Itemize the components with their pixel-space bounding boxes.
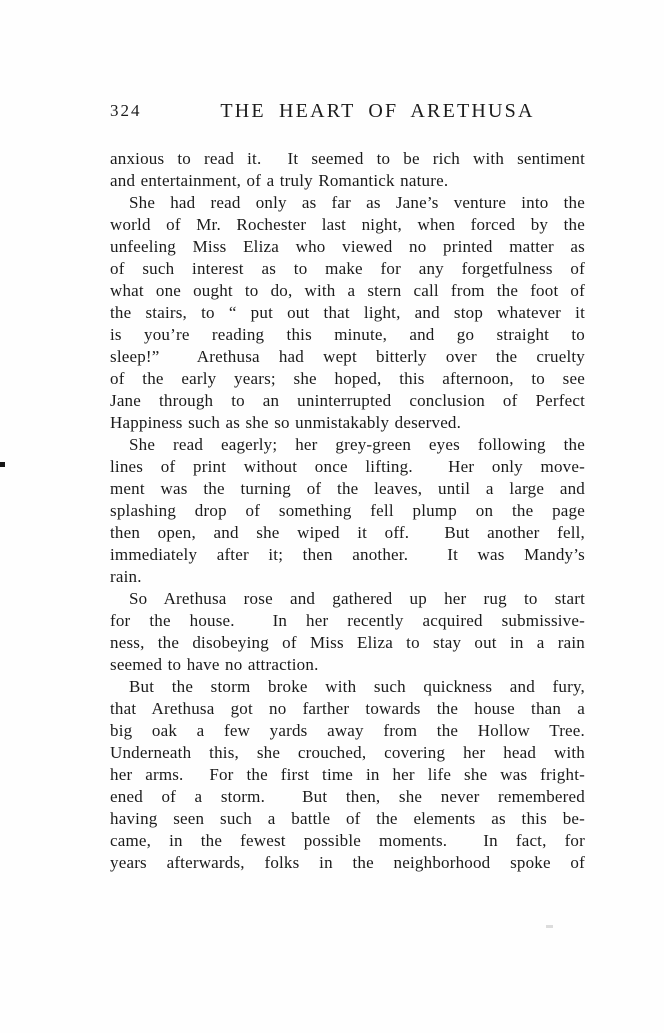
paragraph — [110, 148, 585, 192]
text-line: immediately after it; then another. It was Mandy’s — [110, 545, 585, 564]
text-line: of the early years; she hoped, this afternoon, to see — [110, 369, 585, 388]
page-header — [110, 100, 585, 122]
text-line: came, in the fewest possible moments. In fact, for — [110, 831, 585, 850]
scan-speck-bottom — [546, 925, 553, 928]
text-line: world of Mr. Rochester last night, when forced by the — [110, 215, 585, 234]
text-line: unfeeling Miss Eliza who viewed no printed matter as — [110, 237, 585, 256]
text-line: But the storm broke with such quickness and fury, — [129, 677, 585, 696]
text-column — [110, 100, 585, 874]
text-line: anxious to read it. It seemed to be rich with sentiment — [110, 149, 585, 168]
text-line: Underneath this, she crouched, covering her head with — [110, 743, 585, 762]
page-body — [110, 148, 585, 874]
text-line: ment was the turning of the leaves, until a large and — [110, 479, 585, 498]
paragraph — [110, 434, 585, 588]
text-line: Happiness such as she so unmistakably deserved. — [110, 413, 462, 432]
text-line: rain. — [110, 567, 142, 586]
text-line: the stairs, to “ put out that light, and stop whatever it — [110, 303, 585, 322]
text-line: Jane through to an uninterrupted conclusion of Perfect — [110, 391, 585, 410]
paragraph — [110, 676, 585, 874]
text-line: She had read only as far as Jane’s venture into the — [129, 193, 585, 212]
scan-speck-left-edge — [0, 462, 5, 467]
text-line: what one ought to do, with a stern call from the foot of — [110, 281, 585, 300]
text-line: years afterwards, folks in the neighborhood spoke of — [110, 853, 585, 872]
text-line: lines of print without once lifting. Her only move- — [110, 457, 585, 476]
text-line: and entertainment, of a truly Romantick nature. — [110, 171, 449, 190]
text-line: seemed to have no attraction. — [110, 655, 319, 674]
text-line: that Arethusa got no farther towards the house than a — [110, 699, 585, 718]
page-number: 324 — [110, 101, 142, 120]
text-line: So Arethusa rose and gathered up her rug to start — [129, 589, 585, 608]
text-line: sleep!” Arethusa had wept bitterly over the cruelty — [110, 347, 585, 366]
text-line: then open, and she wiped it off. But another fell, — [110, 523, 585, 542]
text-line: of such interest as to make for any forgetfulness of — [110, 259, 585, 278]
text-line: is you’re reading this minute, and go straight to — [110, 325, 585, 344]
text-line: for the house. In her recently acquired submissive- — [110, 611, 585, 630]
text-line: She read eagerly; her grey-green eyes following the — [129, 435, 585, 454]
text-line: her arms. For the first time in her life she was fright- — [110, 765, 585, 784]
text-line: having seen such a battle of the elements as this be- — [110, 809, 585, 828]
paragraph — [110, 588, 585, 676]
text-line: ened of a storm. But then, she never remembered — [110, 787, 585, 806]
text-line: big oak a few yards away from the Hollow Tree. — [110, 721, 585, 740]
text-line: splashing drop of something fell plump on the page — [110, 501, 585, 520]
paragraph — [110, 192, 585, 434]
text-line: ness, the disobeying of Miss Eliza to stay out in a rain — [110, 633, 585, 652]
running-title: THE HEART OF ARETHUSA — [220, 100, 535, 122]
